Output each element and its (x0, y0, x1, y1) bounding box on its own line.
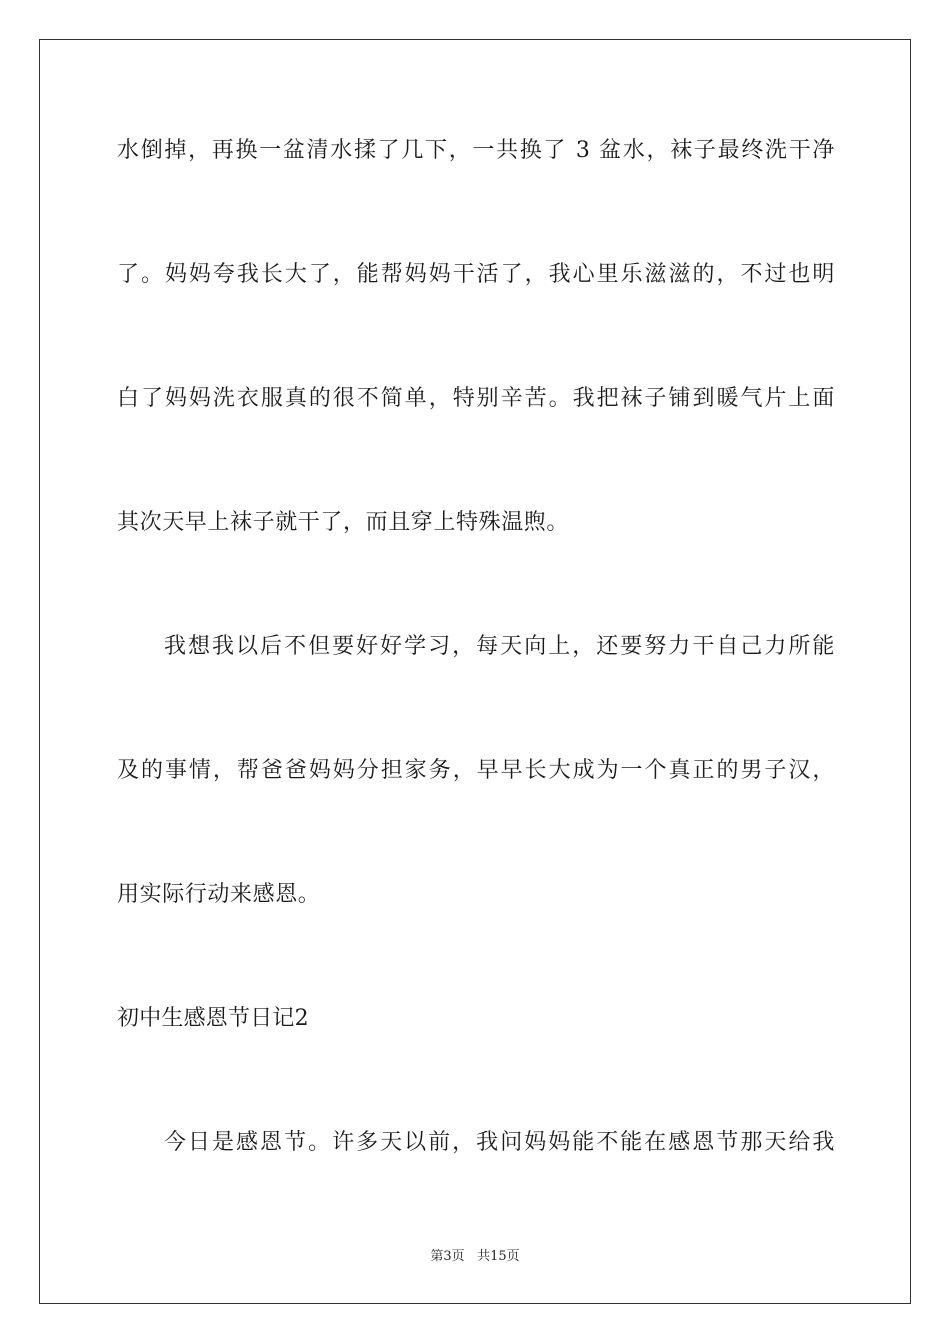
paragraph-line: 其次天早上袜子就干了，而且穿上特殊温煦。 (117, 510, 570, 535)
paragraph-line: 白了妈妈洗衣服真的很不简单，特别辛苦。我把袜子铺到暖气片上面 (117, 386, 835, 411)
paragraph-line: 及的事情，帮爸爸妈妈分担家务，早早长大成为一个真正的男子汉， (117, 758, 835, 783)
page-footer (0, 1248, 950, 1266)
paragraph-line: 今日是感恩节。许多天以前，我问妈妈能不能在感恩节那天给我 (164, 1130, 835, 1155)
section-title: 初中生感恩节日记2 (117, 1006, 309, 1031)
paragraph-line: 我想我以后不但要好好学习，每天向上，还要努力干自己力所能 (164, 634, 835, 659)
page-total: 共15页 (477, 1249, 520, 1264)
paragraph-line: 了。妈妈夸我长大了，能帮妈妈干活了，我心里乐滋滋的，不过也明 (117, 262, 835, 287)
page-number: 第3页 (430, 1249, 465, 1264)
paragraph-line: 用实际行动来感恩。 (117, 882, 321, 907)
paragraph-line: 水倒掉，再换一盆清水揉了几下，一共换了 3 盆水，袜子最终洗干净 (117, 138, 835, 163)
page-border (39, 39, 911, 1304)
